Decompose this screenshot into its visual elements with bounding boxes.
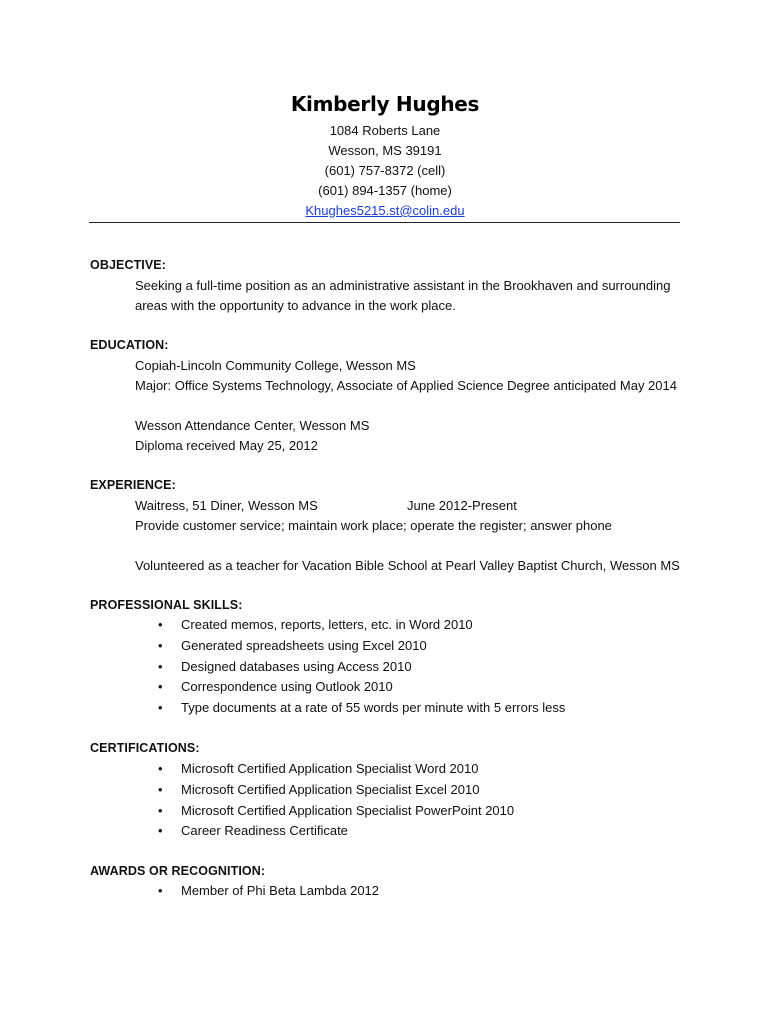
bullet-icon: •: [158, 637, 163, 653]
bullet-icon: •: [158, 700, 163, 716]
skills-heading: PROFESSIONAL SKILLS:: [90, 598, 243, 612]
skill-text: Type documents at a rate of 55 words per minute with 5 errors less: [181, 700, 566, 716]
phone-cell: (601) 757-8372 (cell): [324, 163, 446, 178]
certification-text: Microsoft Certified Application Specialist Word 2010: [181, 761, 479, 776]
bullet-icon: •: [158, 802, 163, 818]
objective-heading: OBJECTIVE:: [90, 258, 167, 272]
experience-job-1-dates: June 2012-Present: [407, 498, 517, 513]
bullet-icon: •: [158, 761, 163, 776]
list-item: [158, 821, 514, 842]
skill-text: Created memos, reports, letters, etc. in Word 2010: [181, 617, 473, 632]
header-divider: [89, 222, 680, 223]
certification-text: Career Readiness Certificate: [181, 823, 348, 839]
list-item: [158, 677, 565, 698]
list-item: [158, 657, 565, 678]
certifications-heading: CERTIFICATIONS:: [90, 741, 200, 755]
bullet-icon: •: [158, 679, 163, 695]
skill-text: Generated spreadsheets using Excel 2010: [181, 637, 427, 653]
phone-home: (601) 894-1357 (home): [318, 183, 452, 198]
skill-text: Correspondence using Outlook 2010: [181, 679, 393, 695]
bullet-icon: •: [158, 781, 163, 797]
list-item: [158, 698, 565, 719]
objective-text: Seeking a full-time position as an administrative assistant in the Brookhaven and surrounding areas with the opportunity to advance in the work place.: [135, 278, 671, 313]
bullet-icon: •: [158, 883, 163, 898]
resume-name: Kimberly Hughes: [290, 92, 480, 116]
bullet-icon: •: [158, 823, 163, 839]
list-item: [158, 780, 514, 801]
certification-text: Microsoft Certified Application Specialist Excel 2010: [181, 781, 480, 797]
experience-job-1-duties: Provide customer service; maintain work place; operate the register; answer phone: [135, 518, 612, 533]
list-item: [158, 801, 514, 822]
skills-list: [158, 615, 565, 719]
address-line-1: 1084 Roberts Lane: [329, 123, 441, 138]
list-item: [158, 881, 379, 902]
experience-volunteer: Volunteered as a teacher for Vacation Bible School at Pearl Valley Baptist Church, Wesson MS: [135, 558, 680, 573]
awards-list: [158, 881, 379, 902]
experience-job-1: Waitress, 51 Diner, Wesson MS: [135, 498, 318, 513]
certification-text: Microsoft Certified Application Specialist PowerPoint 2010: [181, 802, 515, 818]
contact-block: [0, 121, 768, 221]
email-link[interactable]: Khughes5215.st@colin.edu: [305, 203, 465, 218]
bullet-icon: •: [158, 617, 163, 632]
education-school-1: Copiah-Lincoln Community College, Wesson MS: [135, 358, 416, 373]
education-major: Major: Office Systems Technology, Associate of Applied Science Degree anticipated May 2014: [135, 378, 677, 393]
award-text: Member of Phi Beta Lambda 2012: [181, 883, 380, 898]
skill-text: Designed databases using Access 2010: [181, 658, 412, 674]
certifications-list: [158, 759, 514, 842]
education-school-2: Wesson Attendance Center, Wesson MS: [135, 418, 370, 433]
list-item: [158, 636, 565, 657]
education-diploma: Diploma received May 25, 2012: [135, 438, 318, 453]
address-line-2: Wesson, MS 39191: [328, 143, 442, 158]
experience-heading: EXPERIENCE:: [90, 478, 176, 492]
list-item: [158, 615, 565, 636]
education-heading: EDUCATION:: [90, 338, 169, 352]
bullet-icon: •: [158, 658, 163, 674]
list-item: [158, 759, 514, 780]
awards-heading: AWARDS OR RECOGNITION:: [90, 864, 266, 878]
